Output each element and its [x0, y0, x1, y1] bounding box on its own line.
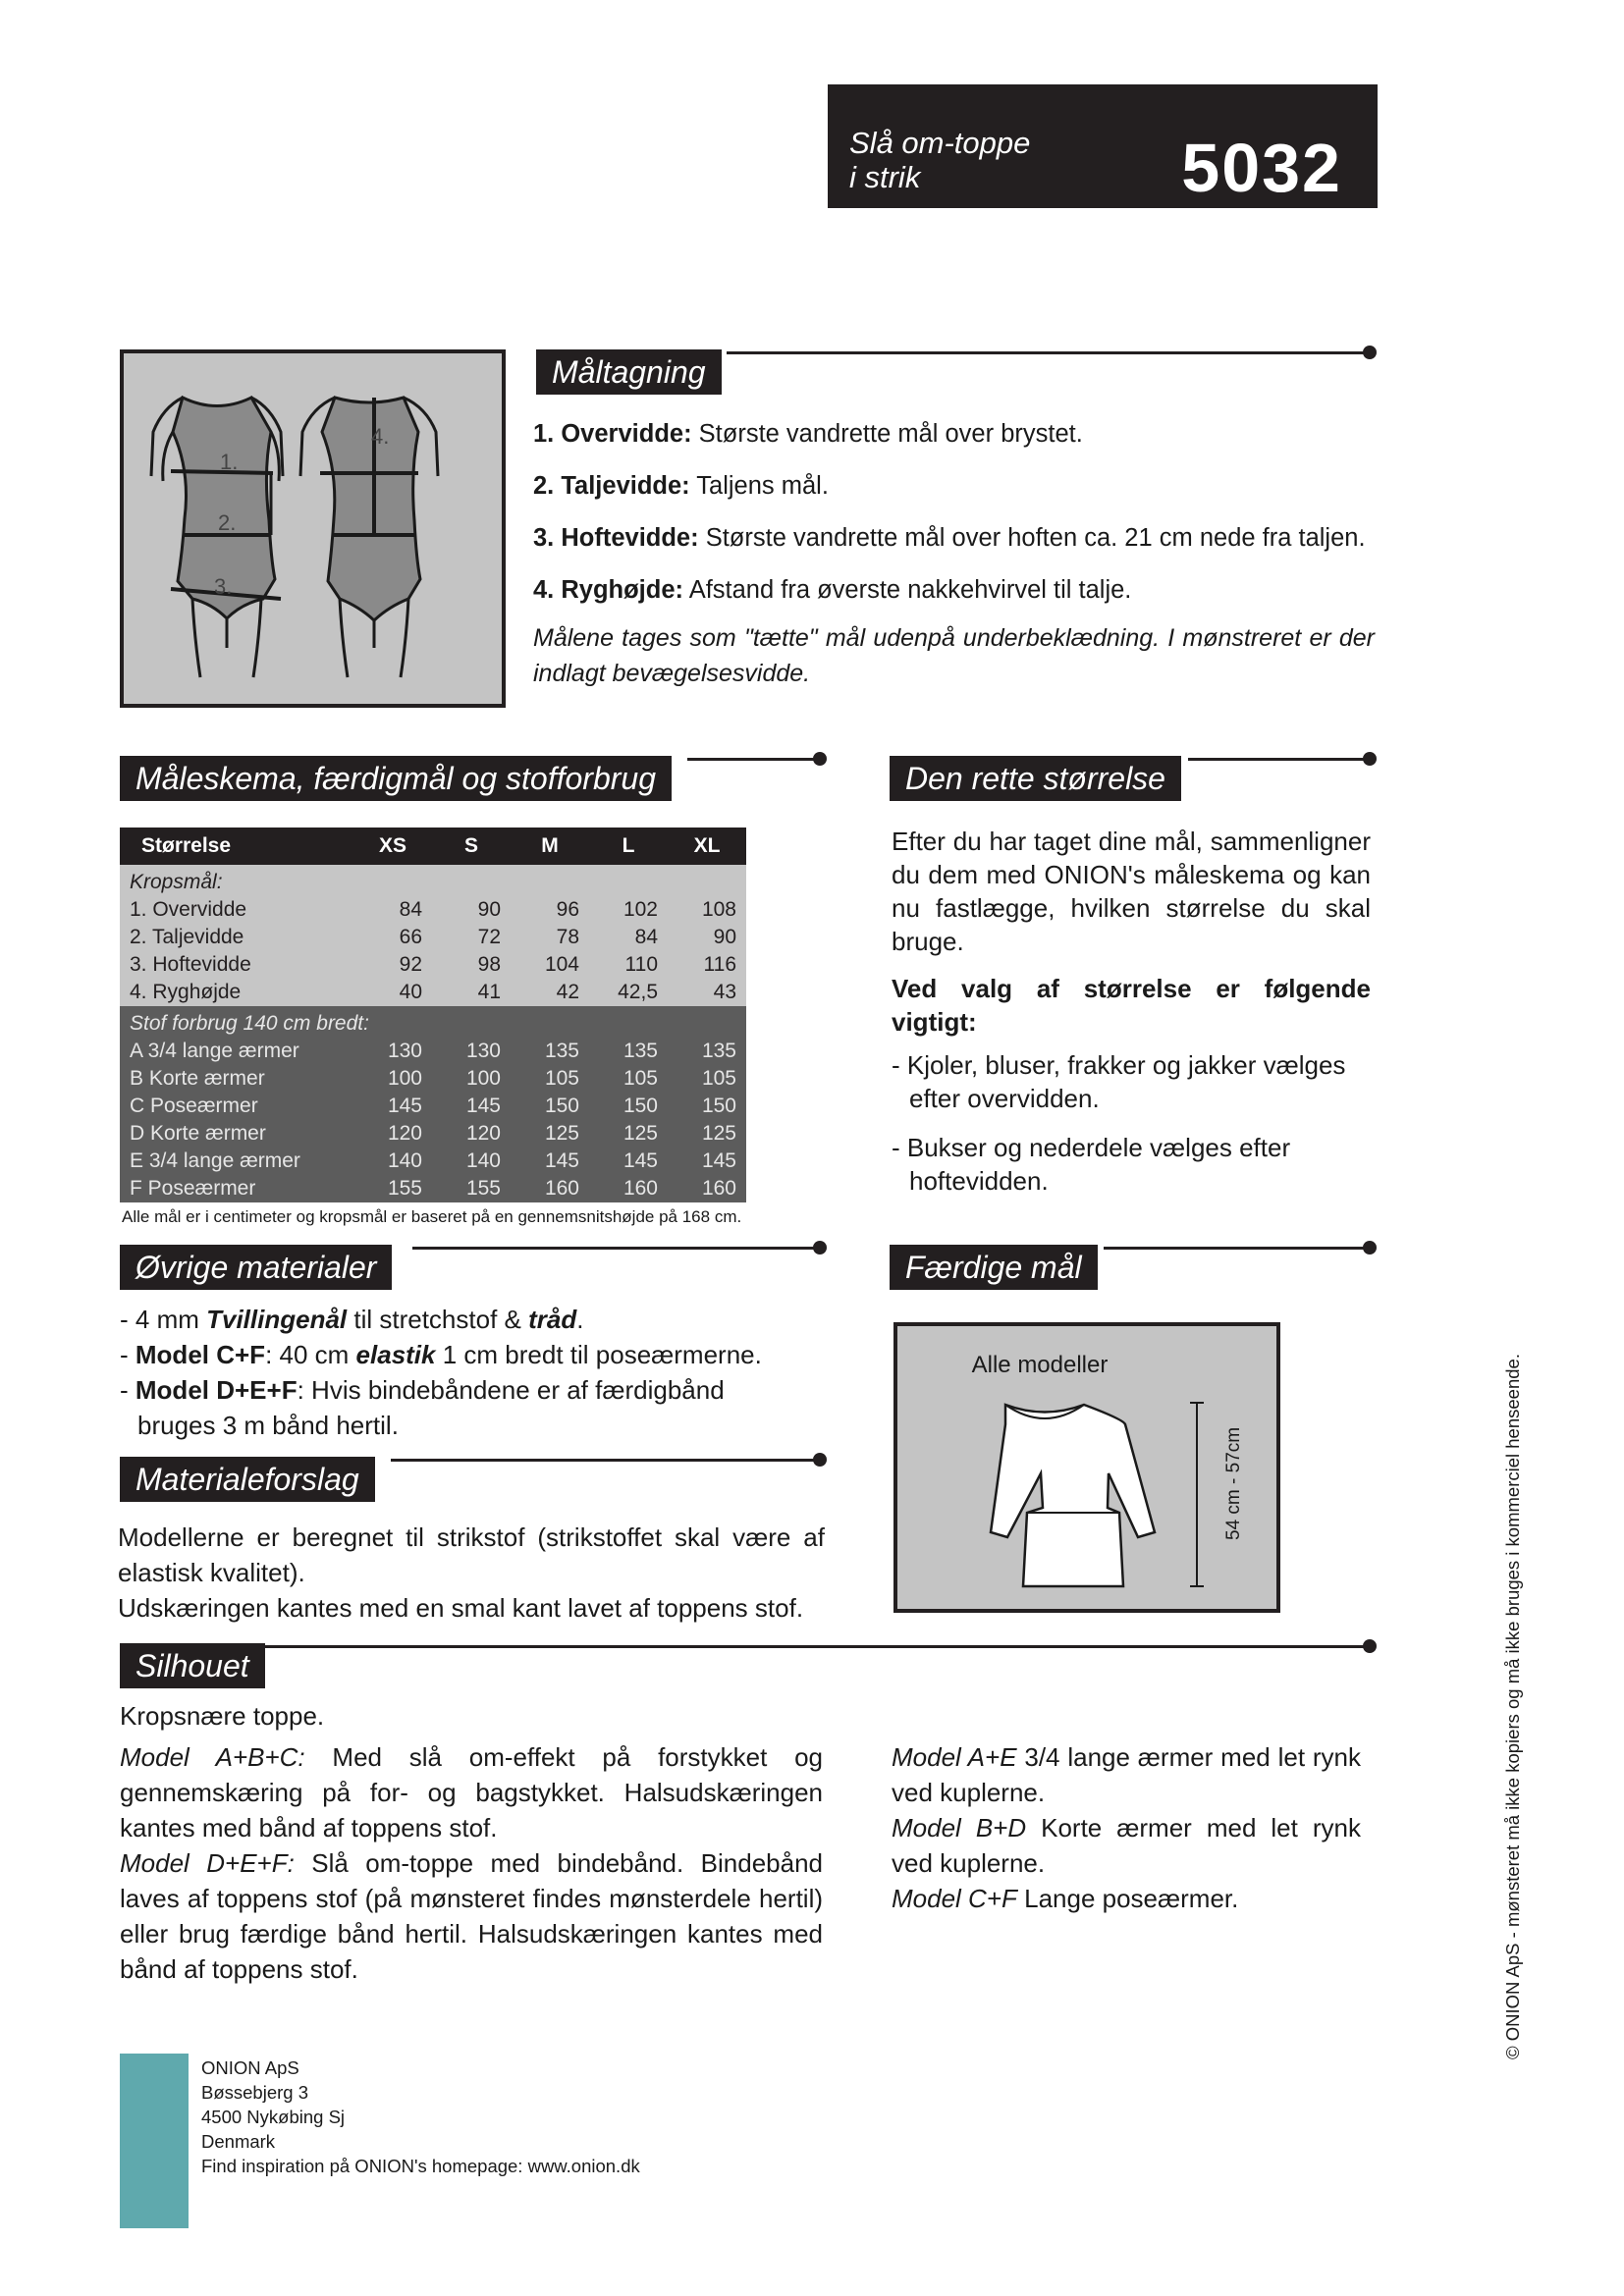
figure-label-4: 4.	[371, 424, 390, 449]
heading-rule-dot	[813, 1241, 827, 1255]
heading-rule-dot	[1363, 752, 1377, 766]
figure-label-3: 3.	[214, 574, 233, 599]
heading-rule-dot	[1363, 1241, 1377, 1255]
table-row: 1. Overvidde 84 90 96 102 108	[120, 896, 746, 924]
heading-rule-dot	[1363, 346, 1377, 359]
section-heading-rette-storrelse: Den rette størrelse	[890, 756, 1181, 801]
heading-rule	[391, 1459, 817, 1462]
table-header-row: Størrelse XS S M L XL	[120, 828, 746, 865]
figure-label-2: 2.	[218, 510, 237, 535]
address-country: Denmark	[201, 2131, 276, 2152]
pattern-number: 5032	[1181, 130, 1342, 206]
table-row: 3. Hoftevidde 92 98 104 110 116	[120, 951, 746, 979]
address-city: 4500 Nykøbing Sj	[201, 2107, 346, 2127]
table-row: 4. Ryghøjde 40 41 42 42,5 43	[120, 979, 746, 1006]
material-suggestion-text: Udskæringen kantes med en smal kant lavet af toppens stof.	[118, 1593, 804, 1623]
silhouette-model-bd: Model B+D Korte ærmer med let rynk ved kuplerne.	[892, 1813, 1361, 1878]
silhouette-model-ae: Model A+E 3/4 lange ærmer med let rynk ved kuplerne.	[892, 1742, 1361, 1807]
finished-measurement-figure	[893, 1322, 1280, 1613]
size-table	[120, 828, 746, 1202]
heading-rule	[265, 1645, 1367, 1648]
table-row: A 3/4 lange ærmer 130 130 135 135 135	[120, 1038, 746, 1065]
other-materials-list	[120, 1302, 827, 1443]
size-guidance-bullet: - Bukser og nederdele vælges efter hoftevidden.	[892, 1133, 1291, 1196]
material-item: - 4 mm Tvillingenål til stretchstof & tråd.	[120, 1305, 584, 1334]
heading-rule-dot	[1363, 1639, 1377, 1653]
measurement-item: 4. Ryghøjde: Afstand fra øverste nakkehvirvel til talje.	[533, 576, 1132, 604]
heading-rule-dot	[813, 752, 827, 766]
table-row: D Korte ærmer 120 120 125 125 125	[120, 1120, 746, 1148]
heading-rule-dot	[813, 1453, 827, 1467]
silhouette-right	[892, 1739, 1361, 1916]
heading-rule	[1104, 1247, 1367, 1250]
material-item: - Model D+E+F: Hvis bindebåndene er af færdigbånd	[120, 1375, 725, 1405]
body-outline-illustration	[124, 353, 502, 704]
size-guidance-bullet: - Kjoler, bluser, frakker og jakker vælges efter overvidden.	[892, 1050, 1346, 1113]
section-heading-faerdige-mal: Færdige mål	[890, 1245, 1098, 1290]
table-section-title: Stof forbrug 140 cm bredt:	[120, 1006, 746, 1038]
size-guidance	[892, 825, 1371, 1198]
silhouette-intro: Kropsnære toppe.	[120, 1701, 325, 1731]
section-heading-ovrige-materialer: Øvrige materialer	[120, 1245, 392, 1290]
material-suggestion-text: Modellerne er beregnet til strikstof (strikstoffet skal være af elastisk kvalitet).	[118, 1522, 825, 1587]
pattern-header	[828, 84, 1378, 208]
length-measurement-label: 54 cm - 57cm	[1223, 1426, 1244, 1540]
material-suggestion	[118, 1520, 825, 1626]
figure-caption: Alle modeller	[971, 1352, 1109, 1378]
table-row: 2. Taljevidde 66 72 78 84 90	[120, 924, 746, 951]
website-text: Find inspiration på ONION's homepage: www.onion.dk	[201, 2156, 640, 2176]
measurement-note: Målene tages som "tætte" mål udenpå underbeklædning. I mønstreret er der indlagt bevægelsesvidde.	[533, 624, 1375, 687]
top-garment-illustration	[897, 1326, 1276, 1609]
size-guidance-text: Efter du har taget dine mål, sammenligner du dem med ONION's måleskema og kan nu fastlægge, hvilken størrelse du skal bruge.	[892, 827, 1371, 956]
figure-label-1: 1.	[220, 450, 239, 474]
heading-rule	[687, 758, 817, 761]
section-heading-maleskema: Måleskema, færdigmål og stofforbrug	[120, 756, 672, 801]
table-row: C Poseærmer 145 145 150 150 150	[120, 1093, 746, 1120]
size-guidance-important: Ved valg af størrelse er følgende vigtigt:	[892, 974, 1371, 1037]
table-row: B Korte ærmer 100 100 105 105 105	[120, 1065, 746, 1093]
table-row: F Poseærmer 155 155 160 160 160	[120, 1175, 746, 1202]
table-section-title: Kropsmål:	[120, 865, 746, 896]
silhouette-model-cf: Model C+F Lange poseærmer.	[892, 1884, 1239, 1913]
title-line-2: i strik	[849, 160, 921, 194]
title-line-1: Slå om-toppe	[849, 126, 1031, 160]
section-heading-materialeforslag: Materialeforslag	[120, 1457, 375, 1502]
heading-rule	[412, 1247, 817, 1250]
measurement-item: 2. Taljevidde: Taljens mål.	[533, 472, 829, 500]
material-item: - Model C+F: 40 cm elastik 1 cm bredt til poseærmerne.	[120, 1340, 762, 1369]
pattern-title	[849, 126, 1030, 194]
measurement-item: 1. Overvidde: Største vandrette mål over brystet.	[533, 420, 1083, 448]
silhouette-model-abc: Model A+B+C: Med slå om-effekt på forstykket og gennemskæring på for- og bagstykket. Halsudskæringen kantes med bånd af toppens stof.	[120, 1742, 823, 1842]
table-row: E 3/4 lange ærmer 140 140 145 145 145	[120, 1148, 746, 1175]
measurement-item: 3. Hoftevidde: Største vandrette mål over hoften ca. 21 cm nede fra taljen.	[533, 524, 1366, 552]
heading-rule	[727, 351, 1367, 354]
company-name: ONION ApS	[201, 2057, 299, 2078]
footer-color-bar	[120, 2054, 189, 2228]
silhouette-model-def: Model D+E+F: Slå om-toppe med bindebånd. Bindebånd laves af toppens stof (på mønsteret findes mønsterdele hertil) eller brug færdige bånd hertil. Halsudskæringen kantes med bånd af toppens stof.	[120, 1848, 823, 1984]
measurement-list	[533, 416, 1397, 614]
silhouette-left	[120, 1698, 823, 1987]
section-heading-maltagning: Måltagning	[536, 349, 722, 395]
heading-rule	[1188, 758, 1367, 761]
material-item-continued: bruges 3 m bånd hertil.	[137, 1411, 399, 1440]
measurement-figure	[120, 349, 506, 708]
table-footnote: Alle mål er i centimeter og kropsmål er baseret på en gennemsnitshøjde på 168 cm.	[122, 1207, 742, 1226]
company-address	[201, 2056, 640, 2178]
copyright-notice: © ONION ApS - mønsteret må ikke kopiers og må ikke bruges i kommerciel henseende.	[1502, 1354, 1523, 2059]
section-heading-silhouet: Silhouet	[120, 1643, 265, 1688]
address-street: Bøssebjerg 3	[201, 2082, 308, 2103]
